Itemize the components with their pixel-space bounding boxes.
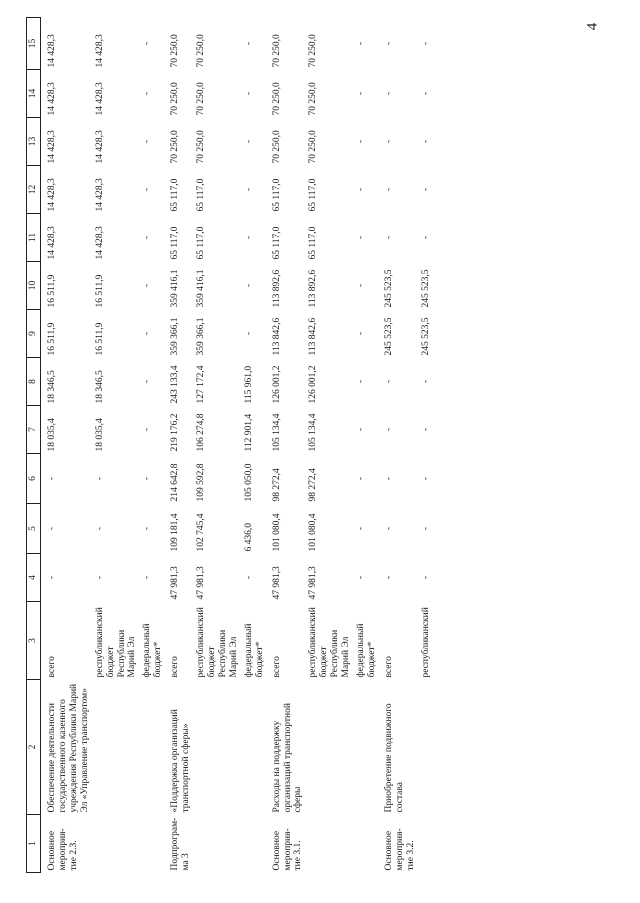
value-cell: 70 250,0 [196,34,207,68]
column-header: 1 [27,815,41,873]
activity-cell [91,815,139,873]
value-cell: 16 511,9 [47,322,57,356]
value-cell: 18 346,5 [94,370,105,404]
value-cell: - [47,526,57,531]
value-cell: - [420,379,431,384]
value-cell: 65 117,0 [196,226,207,260]
value-cell: - [383,427,394,432]
value-cell: 70 250,0 [308,130,319,164]
budget-table [26,17,432,873]
value-cell: 18 035,4 [94,418,105,452]
funding-source-cell: всего [271,656,282,678]
value-cell: 98 272,4 [271,468,282,502]
activity-cell [352,815,378,873]
activity-cell: Основное мероприя-тие 3.2. [383,828,416,871]
value-cell: 14 428,3 [94,82,105,116]
value-cell: 65 117,0 [170,226,181,260]
value-cell: - [142,139,153,144]
funding-source-cell: всего [383,656,394,678]
value-cell: - [142,379,153,384]
value-cell: 65 117,0 [271,178,282,212]
activity-cell [138,815,164,873]
name-cell: «Поддержка организаций транспортной сферы» [170,709,192,813]
value-cell: 113 892,6 [308,269,319,308]
value-cell: - [94,575,105,580]
funding-source-cell: федеральный бюджет* [243,623,265,678]
value-cell: 109 592,8 [196,463,207,502]
value-cell: - [420,575,431,580]
activity-cell [192,815,240,873]
column-header: 13 [27,118,41,166]
name-cell [417,680,432,815]
table-row [378,18,417,873]
value-cell: - [356,187,367,192]
value-cell: - [356,575,367,580]
value-cell: - [420,91,431,96]
name-cell: Приобретение подвижного состава [383,703,405,813]
name-cell: Расходы на поддержку организаций транспортной сферы [271,703,304,813]
value-cell: - [356,526,367,531]
value-cell: 112 901,4 [243,413,254,452]
funding-source-cell: всего [170,656,181,678]
value-cell: 70 250,0 [308,34,319,68]
value-cell: 109 181,4 [170,513,181,552]
value-cell: 14 428,3 [94,226,105,260]
column-header: 15 [27,18,41,70]
value-cell: - [356,139,367,144]
table-row [266,18,305,873]
value-cell: 219 176,2 [170,413,181,452]
value-cell: 16 511,9 [94,274,105,308]
rotated-table-container [26,18,618,873]
value-cell: 14 428,3 [47,226,57,260]
activity-cell [240,815,266,873]
value-cell: - [356,379,367,384]
value-cell: - [243,91,254,96]
value-cell: 98 272,4 [308,468,319,502]
value-cell: 359 366,1 [196,317,207,356]
funding-source-cell: федеральный бюджет* [356,623,377,678]
value-cell: 102 745,4 [196,513,207,552]
value-cell: 70 250,0 [196,82,207,116]
value-cell: 14 428,3 [94,178,105,212]
column-header: 7 [27,406,41,454]
value-cell: 14 428,3 [94,130,105,164]
funding-source-cell: республиканский бюджет Республики Марий Эл [308,607,352,678]
table-row [240,18,266,873]
name-cell [91,680,139,815]
value-cell: 70 250,0 [196,130,207,164]
value-cell: 113 842,6 [308,317,319,356]
column-header: 6 [27,454,41,504]
value-cell: - [383,41,394,46]
value-cell: - [142,427,153,432]
table-row [417,18,432,873]
value-cell: 113 892,6 [271,269,282,308]
value-cell: 359 366,1 [170,317,181,356]
value-cell: - [243,575,254,580]
value-cell: - [356,235,367,240]
activity-cell: Подпрограм-ма 3 [170,817,192,871]
value-cell: 14 428,3 [47,178,57,212]
value-cell: - [420,41,431,46]
name-cell [192,680,240,815]
value-cell: 105 050,0 [243,463,254,502]
column-header: 12 [27,166,41,214]
value-cell: 243 133,4 [170,365,181,404]
value-cell: - [243,283,254,288]
value-cell: 47 981,3 [196,566,207,600]
value-cell: - [383,379,394,384]
value-cell: 6 436,0 [243,523,254,552]
value-cell: 70 250,0 [170,130,181,164]
value-cell: 126 001,2 [271,365,282,404]
value-cell: - [142,235,153,240]
activity-cell [417,815,432,873]
value-cell: - [356,427,367,432]
value-cell: 14 428,3 [47,82,57,116]
value-cell: 65 117,0 [308,226,319,260]
column-header: 14 [27,70,41,118]
funding-source-cell: всего [47,656,57,678]
value-cell: - [243,331,254,336]
value-cell: 47 981,3 [170,566,181,600]
column-header: 5 [27,504,41,554]
activity-cell [304,815,352,873]
value-cell: 47 981,3 [271,566,282,600]
value-cell: - [383,187,394,192]
value-cell: - [94,476,105,481]
value-cell: - [47,476,57,481]
column-header: 3 [27,602,41,680]
table-row [41,18,91,873]
header-row [27,18,41,873]
value-cell: - [420,187,431,192]
name-cell [138,680,164,815]
value-cell: - [420,139,431,144]
column-header: 4 [27,554,41,602]
column-header: 9 [27,310,41,358]
value-cell: - [142,283,153,288]
value-cell: - [420,427,431,432]
value-cell: 105 134,4 [308,413,319,452]
value-cell: 214 642,8 [170,463,181,502]
table-row [91,18,139,873]
value-cell: 65 117,0 [196,178,207,212]
value-cell: 127 172,4 [196,365,207,404]
value-cell: - [383,235,394,240]
table-row [352,18,378,873]
value-cell: - [383,476,394,481]
name-cell [352,680,378,815]
value-cell: 359 416,1 [196,269,207,308]
value-cell: - [356,283,367,288]
value-cell: - [94,526,105,531]
name-cell: Обеспечение деятельности государственного казенного учреждения Республики Марий Эл «Управление транспортом» [47,683,90,813]
value-cell: - [142,526,153,531]
activity-cell: Основное мероприя-тие 2.3. [47,828,79,871]
value-cell: - [243,41,254,46]
value-cell: - [356,331,367,336]
table-row [192,18,240,873]
value-cell: 245 523,5 [420,317,431,356]
value-cell: 105 134,4 [271,413,282,452]
value-cell: 70 250,0 [271,130,282,164]
value-cell: - [356,41,367,46]
value-cell: - [142,331,153,336]
value-cell: 245 523,5 [383,317,394,356]
value-cell: - [142,476,153,481]
funding-source-cell: республиканский бюджет Республики Марий Эл [196,607,239,678]
value-cell: - [243,235,254,240]
value-cell: 47 981,3 [308,566,319,600]
value-cell: 113 842,6 [271,317,282,356]
value-cell: 70 250,0 [170,34,181,68]
value-cell: 16 511,9 [47,274,57,308]
value-cell: - [420,526,431,531]
value-cell: - [142,187,153,192]
value-cell: - [356,476,367,481]
value-cell: 14 428,3 [47,130,57,164]
funding-source-cell: республиканский [420,607,431,678]
value-cell: 101 080,4 [308,513,319,552]
activity-cell: Основное мероприя-тие 3.1. [271,828,304,871]
table-row [138,18,164,873]
value-cell: - [420,476,431,481]
value-cell: - [383,526,394,531]
value-cell: 359 416,1 [170,269,181,308]
value-cell: - [142,575,153,580]
value-cell: - [420,235,431,240]
table-body [41,18,432,873]
name-cell [304,680,352,815]
value-cell: 245 523,5 [420,269,431,308]
value-cell: - [47,575,57,580]
value-cell: - [383,139,394,144]
value-cell: 70 250,0 [170,82,181,116]
table-row [304,18,352,873]
value-cell: 14 428,3 [47,34,57,68]
column-header: 10 [27,262,41,310]
value-cell: - [243,187,254,192]
column-header: 2 [27,680,41,815]
value-cell: 16 511,9 [94,322,105,356]
table-row [164,18,192,873]
value-cell: 65 117,0 [271,226,282,260]
value-cell: 70 250,0 [271,34,282,68]
value-cell: 70 250,0 [271,82,282,116]
value-cell: 245 523,5 [383,269,394,308]
value-cell: 70 250,0 [308,82,319,116]
value-cell: - [142,91,153,96]
value-cell: - [142,41,153,46]
value-cell: 65 117,0 [170,178,181,212]
value-cell: 115 961,0 [243,365,254,404]
value-cell: 18 035,4 [47,418,57,452]
name-cell [240,680,266,815]
column-header: 11 [27,214,41,262]
value-cell: 126 001,2 [308,365,319,404]
value-cell: 18 346,5 [47,370,57,404]
funding-source-cell: республиканский бюджет Республики Марий Эл [94,607,138,678]
value-cell: 14 428,3 [94,34,105,68]
value-cell: - [243,139,254,144]
page-number: 4 [584,22,601,31]
value-cell: 101 080,4 [271,513,282,552]
value-cell: - [383,575,394,580]
value-cell: 106 274,8 [196,413,207,452]
value-cell: - [383,91,394,96]
value-cell: - [356,91,367,96]
funding-source-cell: федеральный бюджет* [142,623,164,678]
value-cell: 65 117,0 [308,178,319,212]
column-header: 8 [27,358,41,406]
